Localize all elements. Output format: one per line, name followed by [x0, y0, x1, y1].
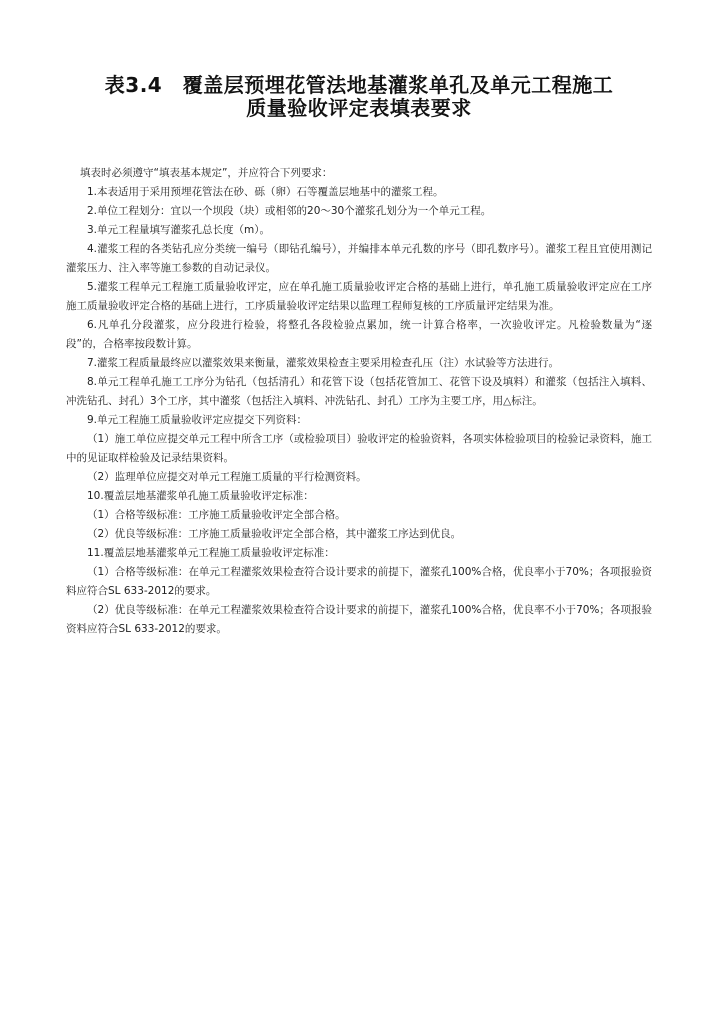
requirement-paragraph: 6.凡单孔分段灌浆，应分段进行检验，将整孔各段检验点累加，统一计算合格率，一次验收评定。凡检验数量为“逐段”的，合格率按段数计算。	[66, 319, 652, 350]
requirement-paragraph: 8.单元工程单孔施工工序分为钻孔（包括清孔）和花管下设（包括花管加工、花管下设及填料）和灌浆（包括注入填料、冲洗钻孔、封孔）3个工序，其中灌浆（包括注入填料、冲洗钻孔、封孔）工序为主要工序，用△标注。	[66, 376, 652, 407]
intro-paragraph: 填表时必须遵守“填表基本规定”，并应符合下列要求：	[80, 167, 333, 179]
requirement-paragraph: 4.灌浆工程的各类钻孔应分类统一编号（即钻孔编号），并编排本单元孔数的序号（即孔数序号）。灌浆工程且宜使用测记灌浆压力、注入率等施工参数的自动记录仪。	[66, 243, 652, 274]
title-line-2: 质量验收评定表填表要求	[246, 96, 472, 120]
page-title	[66, 74, 652, 120]
requirement-paragraph: 2.单位工程划分：宜以一个坝段（块）或相邻的20～30个灌浆孔划分为一个单元工程。	[87, 205, 492, 217]
title-line-1: 表3.4 覆盖层预埋花管法地基灌浆单孔及单元工程施工	[104, 73, 614, 97]
requirement-paragraph: 10.覆盖层地基灌浆单孔施工质量验收评定标准：	[87, 490, 314, 502]
requirement-paragraph: 3.单元工程量填写灌浆孔总长度（m）。	[87, 224, 270, 236]
requirement-paragraph: 1.本表适用于采用预埋花管法在砂、砾（卵）石等覆盖层地基中的灌浆工程。	[87, 186, 444, 198]
sub-requirement-paragraph: （2）优良等级标准：工序施工质量验收评定全部合格，其中灌浆工序达到优良。	[87, 528, 462, 540]
requirement-paragraph: 9.单元工程施工质量验收评定应提交下列资料：	[87, 414, 308, 426]
requirement-paragraph: 11.覆盖层地基灌浆单元工程施工质量验收评定标准：	[87, 547, 335, 559]
sub-requirement-paragraph: （2）优良等级标准：在单元工程灌浆效果检查符合设计要求的前提下，灌浆孔100%合格，优良率不小于70%；各项报验资料应符合SL 633-2012的要求。	[66, 604, 652, 635]
sub-requirement-paragraph: （1）合格等级标准：工序施工质量验收评定全部合格。	[87, 509, 346, 521]
document-body	[66, 164, 652, 639]
requirement-paragraph: 5.灌浆工程单元工程施工质量验收评定，应在单孔施工质量验收评定合格的基础上进行，单孔施工质量验收评定应在工序施工质量验收评定合格的基础上进行，工序质量验收评定结果以监理工程师复核的工序质量评定结果为准。	[66, 281, 652, 312]
requirement-paragraph: 7.灌浆工程质量最终应以灌浆效果来衡量，灌浆效果检查主要采用检查孔压（注）水试验等方法进行。	[87, 357, 560, 369]
sub-requirement-paragraph: （1）施工单位应提交单元工程中所含工序（或检验项目）验收评定的检验资料，各项实体检验项目的检验记录资料，施工中的见证取样检验及记录结果资料。	[66, 433, 652, 464]
sub-requirement-paragraph: （2）监理单位应提交对单元工程施工质量的平行检测资料。	[87, 471, 367, 483]
sub-requirement-paragraph: （1）合格等级标准：在单元工程灌浆效果检查符合设计要求的前提下，灌浆孔100%合格，优良率小于70%；各项报验资料应符合SL 633-2012的要求。	[66, 566, 652, 597]
